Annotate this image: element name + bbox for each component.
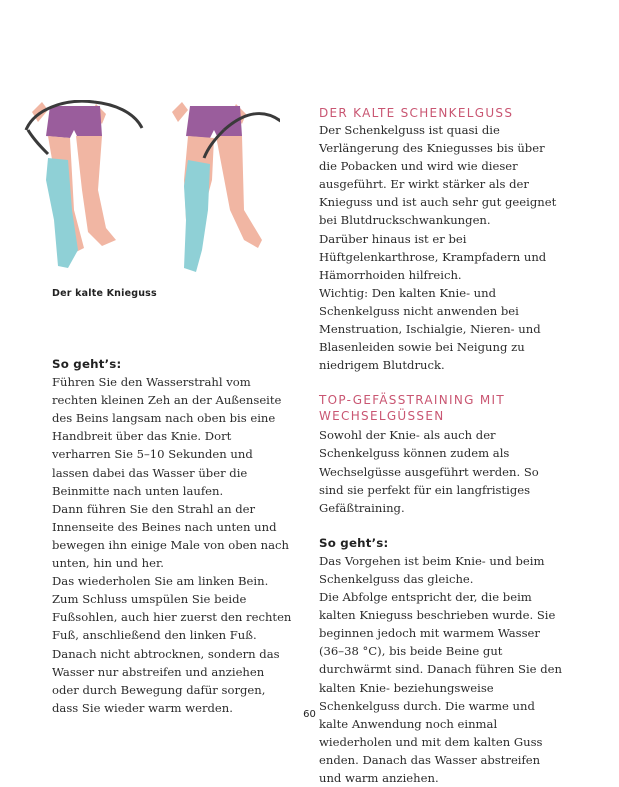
leg-front-1 bbox=[76, 136, 116, 246]
instructions-heading: So geht’s: bbox=[319, 535, 389, 550]
hose-end-1 bbox=[28, 130, 48, 154]
paragraph: Sowohl der Knie- als auch der Schenkelguss können zudem als Wechselgüsse ausgeführt werden. So sind sie perfekt für ein langfristiges Gefäßtraining. bbox=[319, 428, 539, 515]
section-title bbox=[319, 392, 564, 424]
paragraph: Führen Sie den Wasserstrahl vom rechten kleinen Zeh an der Außenseite des Beins langsam nach oben bis eine Handbreit über das Knie. Dort verharren Sie 5–10 Sekunden und lassen dabei das Wasser über die Beinmitte nach unten laufen. bbox=[52, 375, 282, 498]
figure-right bbox=[172, 102, 280, 272]
paragraph: Das wiederholen Sie am linken Bein. bbox=[52, 574, 269, 589]
paragraph: Zum Schluss umspülen Sie beide Fußsohlen, auch hier zuerst den rechten Fuß, anschließend den linken Fuß. bbox=[52, 592, 292, 643]
shorts-1 bbox=[46, 106, 102, 138]
paragraph: Danach nicht abtrocknen, sondern das Wasser nur abstreifen und anziehen oder durch Bewegung dafür sorgen, dass Sie wieder warm werden. bbox=[52, 646, 280, 715]
spacer bbox=[319, 517, 564, 534]
section-title-line: WECHSELGÜSSEN bbox=[319, 409, 445, 424]
leg-back-2 bbox=[216, 136, 262, 248]
paragraph: Wichtig: Den kalten Knie- und Schenkelguss nicht anwenden bei Menstruation, Ischialgie, Nieren- und Blasenleiden sowie bei Neigung zu niedrigem Blutdruck. bbox=[319, 285, 541, 373]
left-column bbox=[52, 355, 292, 717]
water-stream-2 bbox=[184, 160, 210, 272]
page-number: 60 bbox=[303, 709, 316, 720]
paragraph: Dann führen Sie den Strahl an der Innenseite des Beines nach unten und bewegen ihn einige Male von oben nach unten, hin und her. bbox=[52, 501, 290, 571]
figure-caption: Der kalte Knieguss bbox=[52, 288, 157, 299]
paragraph: Das Vorgehen ist beim Knie- und beim Schenkelguss das gleiche. bbox=[319, 553, 545, 586]
instructions-heading: So geht’s: bbox=[52, 357, 122, 371]
section-title-line: TOP-GEFÄSSTRAINING MIT bbox=[319, 393, 506, 408]
paragraph: Darüber hinaus ist er bei Hüftgelenkarthrose, Krampfadern und Hämorrhoiden hilfreich. bbox=[319, 231, 547, 282]
paragraph: Der Schenkelguss ist quasi die Verlängerung des Kniegusses bis über die Pobacken und wird wie dieser ausgeführt. Er wirkt stärker als der Knieguss und ist auch sehr gut geeignet bei Blutdruckschwankungen. bbox=[319, 123, 557, 228]
hand-left-2 bbox=[172, 102, 188, 122]
paragraph: Die Abfolge entspricht der, die beim kalten Knieguss beschrieben wurde. Sie beginnen jedoch mit warmem Wasser (36–38 °C), bis beide Beine gut durchwärmt sind. Danach führen Sie den kalten Knie- beziehungsweise Schenkelguss durch. Die warme und kalte Anwendung noch einmal wiederholen und mit dem kalten Guss enden. Danach das Wasser abstreifen und warm anziehen. bbox=[319, 590, 562, 785]
spacer bbox=[319, 374, 564, 392]
section-title: DER KALTE SCHENKELGUSS bbox=[319, 106, 514, 120]
right-column bbox=[319, 105, 564, 787]
figure-left bbox=[26, 101, 142, 268]
knee-affusion-illustration bbox=[24, 100, 280, 278]
